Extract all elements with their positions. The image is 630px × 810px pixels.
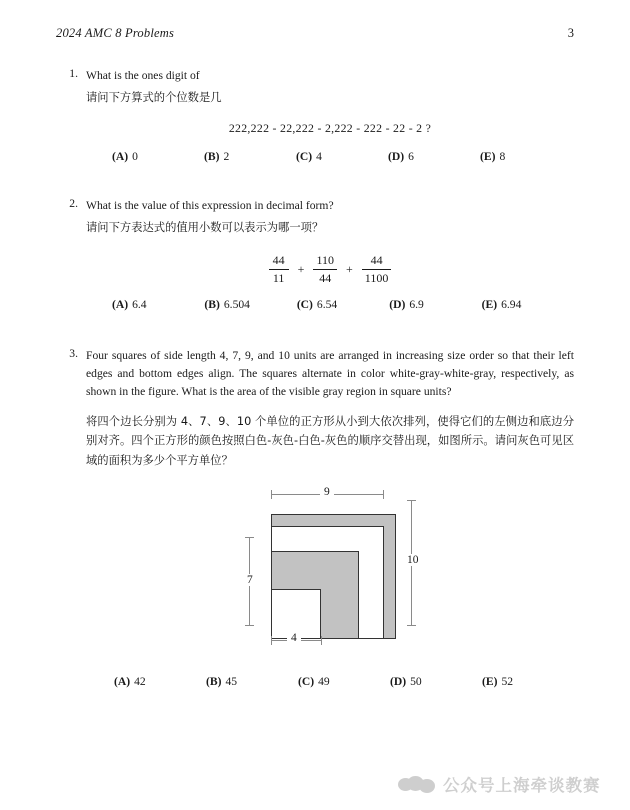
problem-1-body	[86, 67, 574, 163]
choice-d[interactable]	[388, 150, 480, 163]
problem-2-expression	[86, 253, 574, 284]
choice-d[interactable]	[389, 298, 481, 311]
problem-1-choices	[86, 150, 574, 163]
choice-c-value: 6.54	[316, 297, 338, 311]
choice-d-label: (D)	[389, 297, 406, 311]
choice-e-label: (E)	[480, 149, 496, 163]
problem-1	[56, 67, 574, 163]
problem-1-expression: 222,222 - 22,222 - 2,222 - 222 - 22 - 2 ?	[228, 120, 432, 135]
choice-a-value: 42	[134, 674, 146, 688]
problem-3-number: 3.	[69, 346, 78, 360]
problem-2-choices	[86, 298, 574, 311]
plus-operator-1: +	[297, 261, 305, 276]
problem-1-english-text: What is the ones digit of	[86, 69, 200, 82]
choice-e-value: 8	[499, 149, 506, 163]
choice-a-label: (A)	[112, 297, 129, 311]
choice-d[interactable]	[390, 675, 482, 688]
fraction-2-denominator: 44	[319, 270, 332, 285]
watermark	[398, 772, 601, 796]
problem-1-number: 1.	[69, 67, 78, 80]
dimension-label-bottom: 4	[287, 632, 301, 644]
dimension-label-right: 10	[403, 554, 423, 566]
problem-3-body	[86, 347, 574, 688]
dimension-tick-right-bottom	[407, 625, 416, 626]
fraction-1-numerator: 44	[272, 253, 285, 268]
choice-d-value: 6	[408, 149, 414, 163]
choice-e-value: 6.94	[501, 297, 522, 311]
problem-2-number: 2.	[69, 196, 78, 210]
choice-a-label: (A)	[114, 674, 131, 688]
watermark-text: 公众号上海牵谈教赛	[443, 776, 601, 795]
choice-b[interactable]	[204, 298, 296, 311]
choice-c-value: 4	[316, 149, 322, 163]
document-title: 2024 AMC 8 Problems	[56, 26, 175, 40]
dimension-label-top: 9	[320, 486, 334, 498]
choice-a-label: (A)	[112, 149, 129, 163]
choice-c[interactable]	[298, 675, 390, 688]
choice-c-label: (C)	[296, 149, 313, 163]
problem-3-choices	[86, 675, 574, 688]
problem-2-english-text: What is the value of this expression in decimal form?	[86, 198, 334, 212]
choice-c-value: 49	[318, 674, 330, 688]
choice-c-label: (C)	[298, 674, 315, 688]
fraction-1	[269, 253, 289, 284]
choice-e[interactable]	[480, 150, 572, 163]
choice-b-label: (B)	[204, 297, 220, 311]
problem-1-chinese-text: 请问下方算式的个位数是几	[86, 91, 222, 105]
choice-a[interactable]	[112, 298, 204, 311]
choice-b-label: (B)	[204, 149, 220, 163]
choice-e-label: (E)	[481, 297, 498, 311]
dimension-tick-top-right	[383, 490, 384, 499]
choice-d-value: 50	[410, 674, 422, 688]
fraction-1-denominator: 11	[272, 270, 285, 285]
nested-squares-diagram	[225, 482, 435, 657]
problem-3-chinese-text: 将四个边长分别为 4、7、9、10 个单位的正方形从小到大依次排列，使得它们的左侧边和底边分别对齐。四个正方形的颜色按照白色-灰色-白色-灰色的顺序交替出现，如图所示。请问灰色可见区域的面积为多少个平方单位？	[86, 414, 574, 467]
plus-operator-2: +	[346, 261, 353, 276]
choice-c[interactable]	[296, 150, 388, 163]
choice-b-value: 2	[223, 149, 230, 163]
dimension-tick-right-top	[407, 500, 416, 501]
choice-a[interactable]	[114, 675, 206, 688]
choice-e-label: (E)	[482, 674, 498, 688]
problem-2-chinese-text: 请问下方表达式的值用小数可以表示为哪一项？	[86, 221, 324, 235]
choice-a-value: 6.4	[132, 297, 147, 311]
fraction-2	[313, 253, 337, 284]
problem-3-english-text: Four squares of side length 4, 7, 9, and 10 units are arranged in increasing size order so that their left edges and bottom edges align. The squares alternate in color white-gray-white-gray, respectively, as shown in the figure. What is the area of the visible gray region in square units?	[86, 348, 574, 399]
fraction-3-numerator: 44	[370, 253, 383, 268]
choice-e-value: 52	[501, 674, 514, 688]
choice-a-value: 0	[132, 149, 138, 163]
fraction-3-denominator: 1100	[364, 270, 389, 285]
dimension-label-left: 7	[243, 574, 257, 586]
problem-2-body	[86, 197, 574, 311]
fraction-2-numerator: 110	[316, 253, 334, 268]
choice-b-value: 6.504	[223, 297, 250, 311]
choice-c-label: (C)	[296, 297, 313, 311]
choice-b-label: (B)	[206, 674, 222, 688]
problem-2	[56, 197, 574, 311]
choice-e[interactable]	[482, 675, 574, 688]
dimension-tick-left-top	[245, 537, 254, 538]
dimension-tick-left-bottom	[245, 625, 254, 626]
dimension-tick-bottom-right	[321, 636, 322, 645]
wechat-logo-icon	[398, 773, 438, 795]
page-header	[56, 26, 574, 41]
choice-d-label: (D)	[390, 674, 407, 688]
dimension-tick-top-left	[271, 490, 272, 499]
choice-e[interactable]	[482, 298, 574, 311]
choice-b-value: 45	[225, 674, 238, 688]
choice-b[interactable]	[206, 675, 298, 688]
problem-3-figure	[86, 482, 574, 662]
page-number: 3	[567, 26, 574, 40]
choice-d-value: 6.9	[409, 297, 424, 311]
choice-d-label: (D)	[388, 149, 405, 163]
choice-a[interactable]	[112, 150, 204, 163]
fraction-3	[362, 253, 392, 284]
choice-b[interactable]	[204, 150, 296, 163]
choice-c[interactable]	[297, 298, 389, 311]
dimension-tick-bottom-left	[271, 636, 272, 645]
problem-3	[56, 347, 574, 688]
